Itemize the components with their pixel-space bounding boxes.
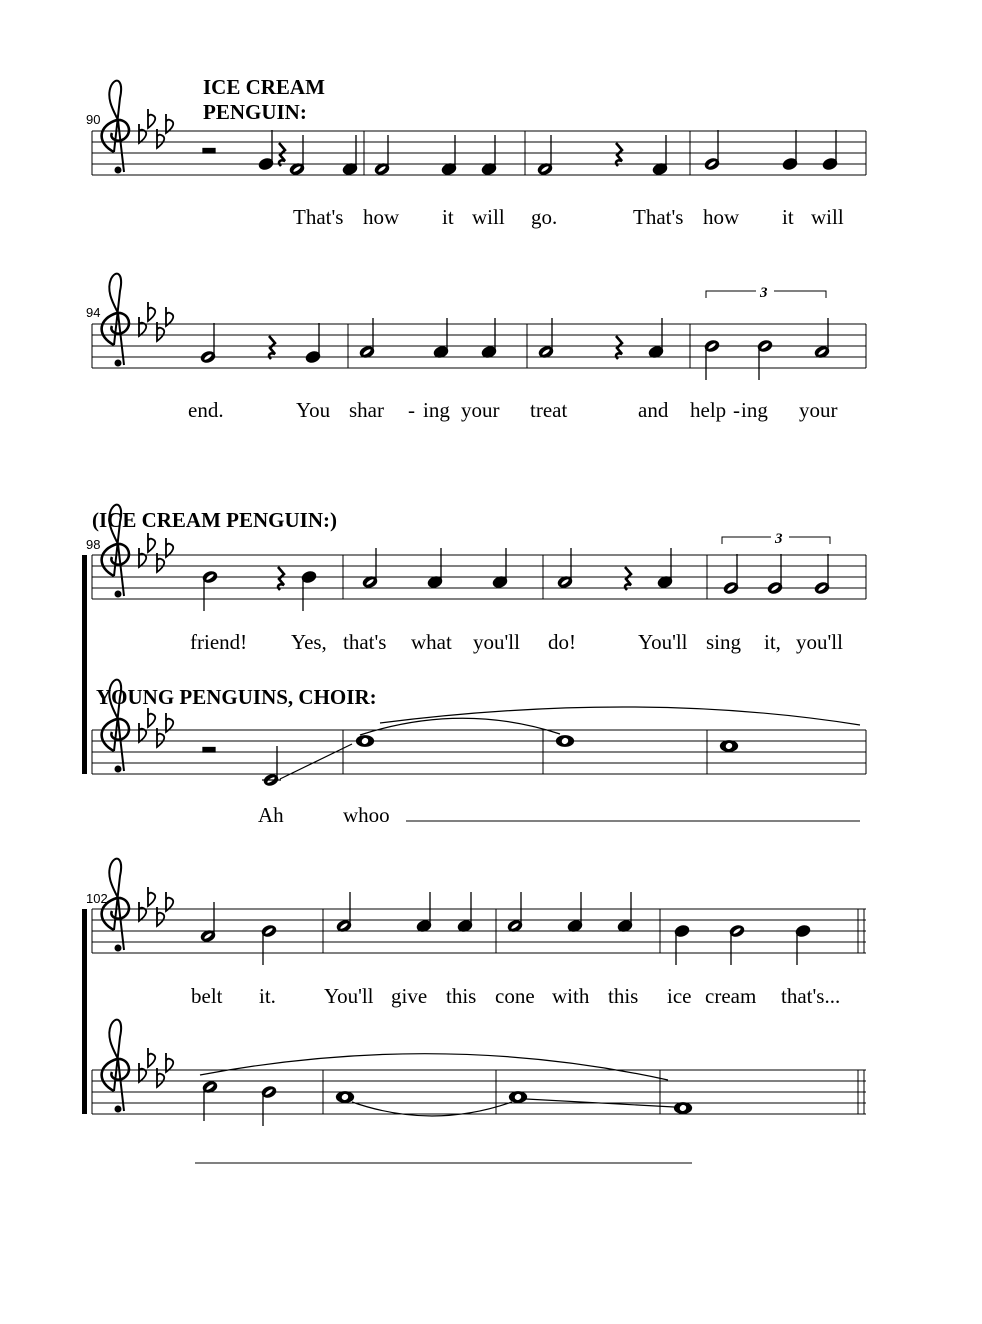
lyric-syllable: friend! (190, 630, 248, 654)
part-label: YOUNG PENGUINS, CHOIR: (96, 685, 377, 709)
lyric-syllable: ing (423, 398, 450, 422)
lyrics (188, 398, 838, 422)
lyric-syllable: how (363, 205, 400, 229)
lyric-syllable: your (461, 398, 500, 422)
part-label-line-1: ICE CREAM (203, 75, 325, 99)
lyric-syllable: cream (705, 984, 757, 1008)
lyric-syllable: ing (741, 398, 768, 422)
lyrics (191, 984, 840, 1008)
tuplet-number: 3 (760, 285, 768, 301)
lyric-syllable: that's... (781, 984, 841, 1008)
system-4 (82, 859, 866, 1163)
part-label: (ICE CREAM PENGUIN:) (92, 508, 337, 532)
lyric-syllable: will (472, 205, 505, 229)
lyric-syllable: That's (633, 205, 684, 229)
lyric-syllable: sing (706, 630, 742, 654)
lyric-syllable: that's (343, 630, 387, 654)
lyric-syllable: how (703, 205, 740, 229)
treble-clef-icon (102, 1020, 129, 1113)
lyric-syllable: it. (259, 984, 276, 1008)
slurs (200, 1054, 674, 1116)
lyric-syllable: your (799, 398, 838, 422)
lyric-syllable: belt (191, 984, 223, 1008)
notes (202, 548, 830, 611)
lyric-syllable: Yes, (291, 630, 327, 654)
measure-number: 98 (86, 537, 101, 552)
lyric-syllable: cone (495, 984, 535, 1008)
part-label-line-2: PENGUIN: (203, 100, 307, 124)
measure-number: 94 (86, 305, 101, 320)
lyric-syllable: it (442, 205, 454, 229)
system-2 (86, 274, 866, 422)
system-1 (86, 75, 866, 229)
lyric-syllable: shar (349, 398, 384, 422)
notes (200, 318, 830, 380)
lyric-syllable: help (690, 398, 727, 422)
treble-clef-icon (102, 81, 129, 174)
lyric-syllable: You (296, 398, 331, 422)
notes (200, 892, 811, 965)
lyrics (293, 205, 844, 229)
system-bracket (82, 555, 87, 774)
treble-clef-icon (102, 274, 129, 367)
lyric-syllable: you'll (473, 630, 520, 654)
lyric-syllable: You'll (324, 984, 374, 1008)
lyric-syllable: this (446, 984, 477, 1008)
lyric-syllable: it (782, 205, 794, 229)
lyric-syllable: with (552, 984, 590, 1008)
lyric-syllable: You'll (638, 630, 688, 654)
treble-clef-icon (102, 859, 129, 952)
lyrics (190, 630, 843, 654)
lyric-hyphen: - (408, 398, 415, 422)
lyric-syllable: go. (531, 205, 558, 229)
system-bracket (82, 909, 87, 1114)
lyric-syllable: That's (293, 205, 344, 229)
notes (203, 736, 738, 787)
lyric-syllable: treat (530, 398, 568, 422)
lyric-syllable: it, (764, 630, 781, 654)
measure-number: 102 (86, 891, 108, 906)
lyric-syllable: will (811, 205, 844, 229)
lyric-syllable: this (608, 984, 639, 1008)
system-3 (82, 505, 866, 827)
lyric-syllable: give (391, 984, 428, 1008)
lyric-syllable: and (638, 398, 669, 422)
lyric-syllable: what (411, 630, 452, 654)
lyric-syllable: you'll (796, 630, 843, 654)
lyric-hyphen: - (733, 398, 740, 422)
measure-number: 90 (86, 112, 101, 127)
lyric-syllable: do! (548, 630, 576, 654)
lyric-syllable: end. (188, 398, 224, 422)
tuplet-number: 3 (775, 531, 783, 547)
lyric-syllable: ice (667, 984, 692, 1008)
lyric-syllable: whoo (343, 803, 390, 827)
lyric-syllable: Ah (258, 803, 284, 827)
lyrics (258, 803, 860, 827)
